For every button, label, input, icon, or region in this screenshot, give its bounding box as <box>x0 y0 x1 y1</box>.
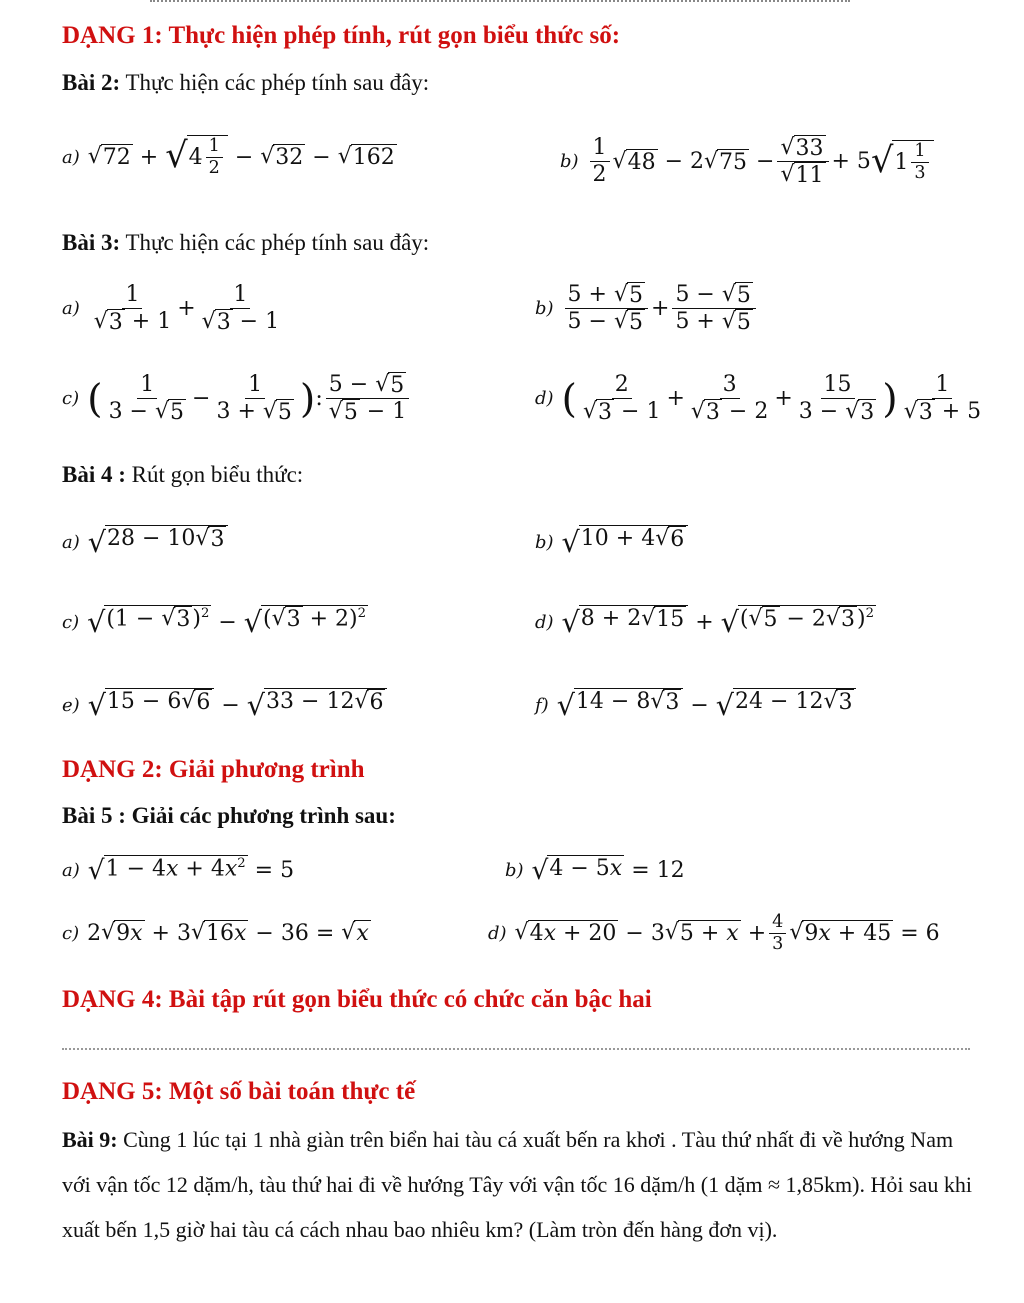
bai-3-heading: Bài 3: Thực hiện các phép tính sau đây: <box>62 230 430 255</box>
bai4-item-b: b) √ 10 + 4 √ 6 <box>535 525 688 559</box>
bai3-item-c: c) ( 1 3 − √ 5 − 1 3 + √ 5 ) : 5 − √ 5 √ 5 − 1 <box>62 372 412 426</box>
section-dang-4: DẠNG 4: Bài tập rút gọn biểu thức có chức căn bậc hai <box>62 986 652 1013</box>
bai2-item-a: a) √ 72 + √ 4 1 2 − √ 32 − √ 162 <box>62 135 395 179</box>
bai5-item-a: a) √ $1 - 4x + 4x^2$ = 5 <box>62 855 295 886</box>
top-border <box>150 0 850 5</box>
bai-5-heading: Bài 5 : Giải các phương trình sau: <box>62 803 396 828</box>
bai3-item-b: b) 5 + √ 5 5 − √ 5 + 5 − √ 5 5 + √ 5 <box>535 282 759 336</box>
bai-4-heading: Bài 4 : Rút gọn biểu thức: <box>62 462 304 487</box>
bai5-item-b: b) √ 4 − 5x = 12 <box>505 855 685 886</box>
bai3-item-d: d) ( 2 √ 3 − 1 + 3 √ 3 − 2 + 15 3 − √ 3 ) 1 √ 3 + 5 <box>535 372 982 426</box>
bai5-item-c: c) 2 √ 9x + 3 √ 16x − 36 = √ x <box>62 920 369 946</box>
bai4-item-e: e) √ 15 − 6 √ 6 − √ 33 − 12 √ 6 <box>62 688 387 722</box>
section-dang-1: DẠNG 1: Thực hiện phép tính, rút gọn biểu thức số: <box>62 22 621 49</box>
section-dang-5: DẠNG 5: Một số bài toán thực tế <box>62 1078 416 1105</box>
section-dang-2: DẠNG 2: Giải phương trình <box>62 756 365 783</box>
bai-2-heading: Bài 2: Thực hiện các phép tính sau đây: <box>62 70 430 95</box>
bai4-item-c: c) √ (1 − √ 3 )$^2$ − √ ( √ 3 + 2)$^2$ <box>62 605 367 639</box>
bai4-item-f: f) √ 14 − 8 √ 3 − √ 24 − 12 √ 3 <box>535 688 856 722</box>
bai5-item-d: d) √ 4x + 20 − 3 √ 5 + x + 4 3 √ 9x + 45 = 6 <box>488 912 940 955</box>
bai3-item-a: a) 1 √ 3 + 1 + 1 √ 3 − 1 <box>62 282 280 336</box>
bai4-item-a: a) √ 28 − 10 √ 3 <box>62 525 228 559</box>
bai4-item-d: d) √ 8 + 2 √ 15 + √ ( √ 5 − 2 √ 3 )$^2$ <box>535 605 874 639</box>
dotted-divider <box>62 1048 970 1050</box>
bai2-item-b: b) 1 2 √ 48 − 2 √ 75 − √ 33 √ 11 + 5 √ 1 1 3 <box>560 135 934 189</box>
bai-9-paragraph: Bài 9: Cùng 1 lúc tại 1 nhà giàn trên biển hai tàu cá xuất bến ra khơi . Tàu thứ nhất đi về hướng Nam với vận tốc 12 dặm/h, tàu thứ hai đi về hướng Tây với vận tốc 16 dặm/h (1 dặm ≈ 1,85km). Hỏi sau khi xuất bến 1,5 giờ hai tàu cá cách nhau bao nhiêu km? (Làm tròn đến hàng đơn vị). <box>62 1127 972 1242</box>
